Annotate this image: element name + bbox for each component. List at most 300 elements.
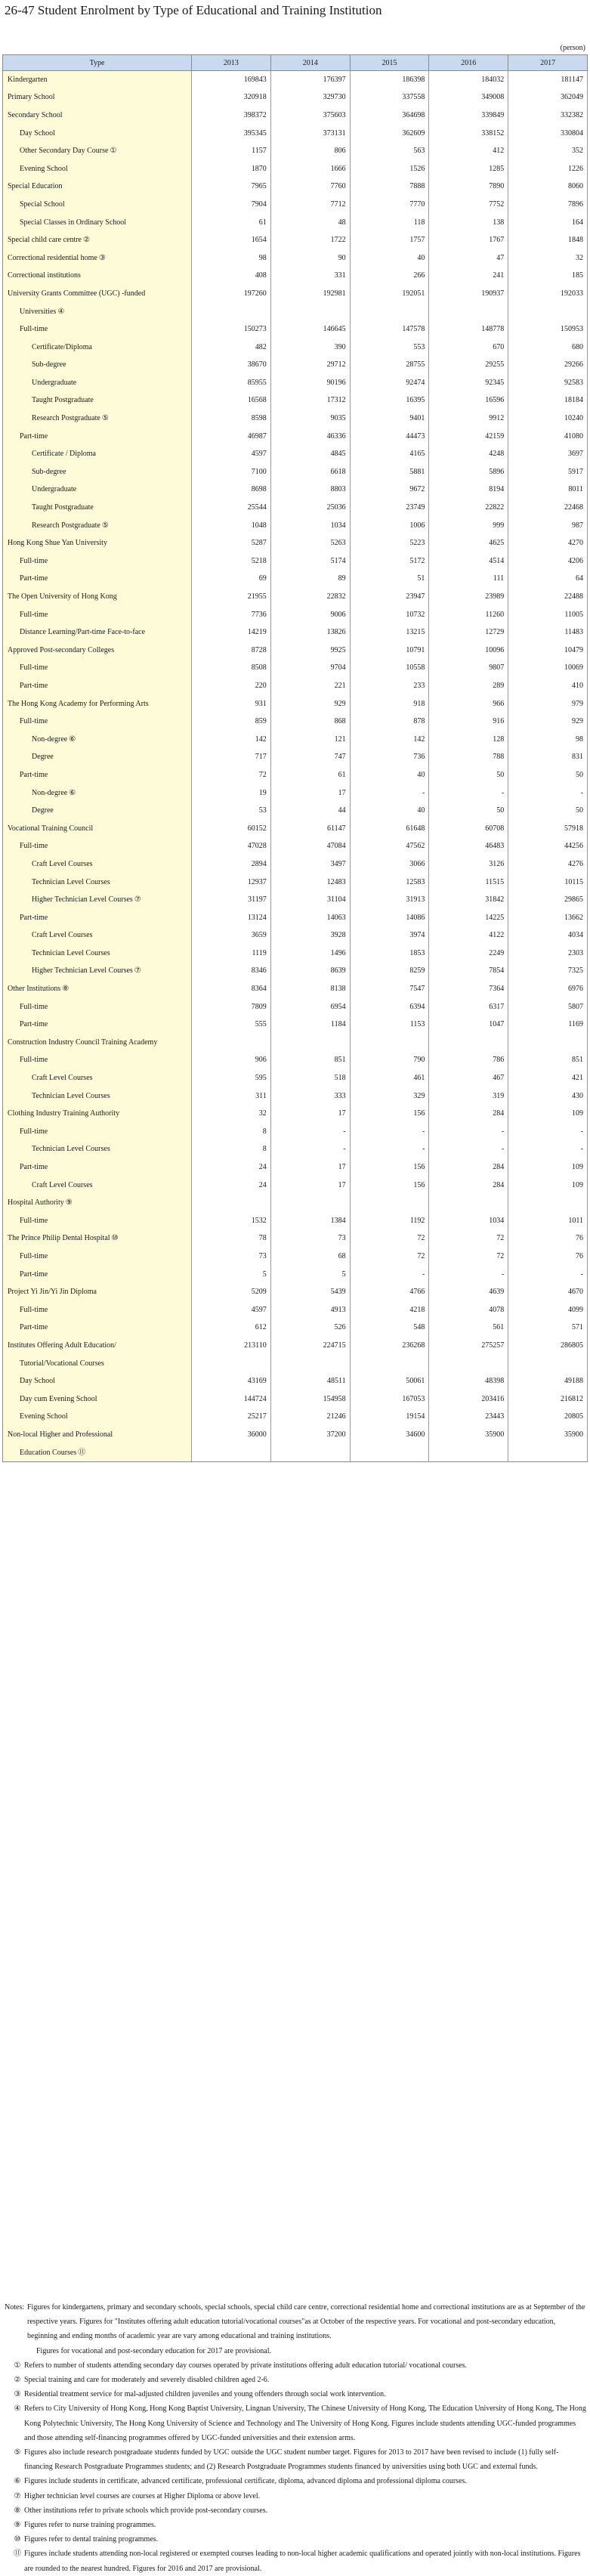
value-cell: 21955 bbox=[192, 588, 271, 606]
value-cell: 7770 bbox=[350, 196, 429, 214]
table-row bbox=[3, 249, 588, 267]
value-cell: 233 bbox=[350, 677, 429, 695]
value-cell: 1192 bbox=[350, 1212, 429, 1230]
row-label: Special School bbox=[20, 199, 65, 209]
value-cell: 25036 bbox=[270, 499, 350, 517]
value-cell: 241 bbox=[429, 267, 508, 286]
row-label: Vocational Training Council bbox=[8, 824, 94, 833]
value-cell: - bbox=[350, 1266, 429, 1284]
enrolment-table bbox=[2, 54, 588, 1462]
value-cell: 32 bbox=[192, 1105, 271, 1123]
value-cell: 48 bbox=[270, 214, 350, 232]
row-label-cell bbox=[3, 606, 192, 624]
value-cell: 10791 bbox=[350, 642, 429, 660]
value-cell: 8194 bbox=[429, 481, 508, 499]
value-cell: 526 bbox=[270, 1319, 350, 1337]
value-cell: 362609 bbox=[350, 125, 429, 143]
value-cell: 148778 bbox=[429, 320, 508, 339]
value-cell: 408 bbox=[192, 267, 271, 286]
value-cell: 736 bbox=[350, 749, 429, 767]
row-label-cell bbox=[3, 249, 192, 267]
value-cell: 8803 bbox=[270, 481, 350, 499]
row-label-cell bbox=[3, 231, 192, 249]
value-cell: 1119 bbox=[192, 945, 271, 963]
footnote-mark: ⑪ bbox=[14, 2550, 21, 2559]
value-cell: 311 bbox=[192, 1087, 271, 1106]
table-row bbox=[3, 1016, 588, 1034]
value-cell: 1047 bbox=[429, 1016, 508, 1034]
value-cell bbox=[192, 1444, 271, 1462]
value-cell: 72 bbox=[192, 766, 271, 784]
value-cell: 23443 bbox=[429, 1409, 508, 1427]
row-label-cell bbox=[3, 1283, 192, 1301]
value-cell: 4218 bbox=[350, 1301, 429, 1319]
value-cell: 5 bbox=[192, 1266, 271, 1284]
table-row bbox=[3, 623, 588, 642]
value-cell bbox=[350, 1355, 429, 1373]
value-cell: 18184 bbox=[508, 392, 588, 410]
value-cell: 36000 bbox=[192, 1426, 271, 1444]
row-label: Certificate/Diploma bbox=[32, 342, 92, 351]
value-cell: 118 bbox=[350, 214, 429, 232]
footnote-marker: ⑥ bbox=[69, 788, 76, 797]
row-label-cell bbox=[3, 552, 192, 571]
value-cell: 29865 bbox=[508, 891, 588, 909]
value-cell: 46987 bbox=[192, 428, 271, 446]
value-cell: 7547 bbox=[350, 980, 429, 998]
value-cell: 72 bbox=[350, 1230, 429, 1248]
value-cell: 7736 bbox=[192, 606, 271, 624]
row-label: Technician Level Courses bbox=[32, 948, 110, 957]
table-row bbox=[3, 1105, 588, 1123]
row-label: Special Education bbox=[8, 182, 63, 191]
table-row bbox=[3, 927, 588, 945]
row-label: Craft Level Courses bbox=[32, 859, 93, 868]
table-row bbox=[3, 534, 588, 552]
value-cell: 9035 bbox=[270, 410, 350, 428]
value-cell: 47562 bbox=[350, 838, 429, 856]
value-cell: 11260 bbox=[429, 606, 508, 624]
value-cell: 4122 bbox=[429, 927, 508, 945]
value-cell: 1384 bbox=[270, 1212, 350, 1230]
value-cell: 10240 bbox=[508, 410, 588, 428]
value-cell: 44 bbox=[270, 802, 350, 820]
table-row bbox=[3, 1052, 588, 1070]
row-label: Part-time bbox=[20, 1269, 48, 1279]
value-cell bbox=[270, 1194, 350, 1212]
value-cell: 17 bbox=[270, 1158, 350, 1177]
value-cell: 7809 bbox=[192, 998, 271, 1016]
value-cell: 1285 bbox=[429, 160, 508, 178]
table-row bbox=[3, 71, 588, 89]
value-cell: - bbox=[350, 1141, 429, 1159]
row-label: Full-time bbox=[20, 717, 48, 726]
value-cell: - bbox=[270, 1123, 350, 1141]
unit-label: (person) bbox=[560, 44, 585, 52]
value-cell: 337558 bbox=[350, 89, 429, 107]
row-label: Correctional residential home bbox=[8, 253, 97, 262]
value-cell: 38670 bbox=[192, 357, 271, 375]
value-cell: 333 bbox=[270, 1087, 350, 1106]
value-cell: 98 bbox=[508, 731, 588, 749]
value-cell: 61648 bbox=[350, 820, 429, 838]
note-paragraph: Figures for kindergartens, primary and secondary schools, special schools, special child care centre, correctional residential home and correctional institutions are as at September of the respective years. Figures for "Institutes offering adult education tutorial/vocational courses"as at October of the respective years. For vocational and post-secondary education, beginning and ending months of academic year are vary among educational and training institutions. bbox=[27, 2303, 585, 2341]
value-cell: 8598 bbox=[192, 410, 271, 428]
value-cell: 548 bbox=[350, 1319, 429, 1337]
value-cell: 1666 bbox=[270, 160, 350, 178]
row-label: Full-time bbox=[20, 842, 48, 851]
footnote-text: Special training and care for moderately and severely disabled children aged 2-6. bbox=[24, 2376, 270, 2385]
row-label: Non-degree bbox=[32, 734, 68, 744]
footnote-text: Other institutions refer to private schools which provide post-secondary courses. bbox=[24, 2506, 268, 2515]
value-cell: 5807 bbox=[508, 998, 588, 1016]
value-cell: 8060 bbox=[508, 178, 588, 196]
value-cell: 918 bbox=[350, 695, 429, 713]
page-title: 26-47 Student Enrolment by Type of Educational and Training Institution bbox=[5, 3, 382, 17]
table-row bbox=[3, 320, 588, 339]
value-cell bbox=[270, 1355, 350, 1373]
value-cell bbox=[192, 1194, 271, 1212]
value-cell: 7712 bbox=[270, 196, 350, 214]
value-cell: 1184 bbox=[270, 1016, 350, 1034]
value-cell: 7890 bbox=[429, 178, 508, 196]
value-cell: 50 bbox=[429, 766, 508, 784]
value-cell: 13662 bbox=[508, 909, 588, 927]
value-cell bbox=[270, 1034, 350, 1052]
value-cell: 60152 bbox=[192, 820, 271, 838]
row-label: Part-time bbox=[20, 681, 48, 690]
value-cell: 786 bbox=[429, 1052, 508, 1070]
row-label: Distance Learning/Part-time Face-to-face bbox=[20, 628, 146, 637]
row-label: Undergraduate bbox=[32, 378, 77, 387]
value-cell: 29712 bbox=[270, 357, 350, 375]
value-cell: 78 bbox=[192, 1230, 271, 1248]
value-cell: 7100 bbox=[192, 463, 271, 481]
table-row bbox=[3, 303, 588, 321]
row-label: Full-time bbox=[20, 556, 48, 565]
table-row bbox=[3, 357, 588, 375]
value-cell: 338152 bbox=[429, 125, 508, 143]
value-cell: 5439 bbox=[270, 1283, 350, 1301]
value-cell: 7760 bbox=[270, 178, 350, 196]
row-label-cell bbox=[3, 660, 192, 678]
row-label-cell bbox=[3, 303, 192, 321]
column-header-type: Type bbox=[3, 55, 192, 71]
value-cell: 7896 bbox=[508, 196, 588, 214]
row-label-cell bbox=[3, 339, 192, 357]
row-label-cell bbox=[3, 784, 192, 802]
row-label-cell bbox=[3, 285, 192, 303]
row-label-cell bbox=[3, 1355, 192, 1373]
value-cell: 1767 bbox=[429, 231, 508, 249]
footnote-mark: ① bbox=[14, 2361, 21, 2370]
value-cell: 14219 bbox=[192, 623, 271, 642]
row-label-cell bbox=[3, 731, 192, 749]
footnote-mark: ⑨ bbox=[14, 2521, 21, 2530]
value-cell: 156 bbox=[350, 1158, 429, 1177]
value-cell: 17 bbox=[270, 784, 350, 802]
row-label-cell bbox=[3, 874, 192, 892]
value-cell: 147578 bbox=[350, 320, 429, 339]
row-label: Craft Level Courses bbox=[32, 931, 93, 940]
column-header-year: 2015 bbox=[350, 55, 429, 71]
value-cell: 1169 bbox=[508, 1016, 588, 1034]
row-label-cell bbox=[3, 945, 192, 963]
value-cell: 553 bbox=[350, 339, 429, 357]
value-cell: 44256 bbox=[508, 838, 588, 856]
value-cell: 851 bbox=[508, 1052, 588, 1070]
value-cell: 47084 bbox=[270, 838, 350, 856]
footnote-mark: ④ bbox=[14, 2404, 21, 2414]
value-cell bbox=[429, 1444, 508, 1462]
value-cell: 57918 bbox=[508, 820, 588, 838]
value-cell: 3066 bbox=[350, 855, 429, 874]
footnote-item bbox=[5, 2532, 586, 2547]
footnote-mark: ⑦ bbox=[14, 2491, 21, 2500]
column-header-year: 2016 bbox=[429, 55, 508, 71]
value-cell: 7888 bbox=[350, 178, 429, 196]
value-cell: 150273 bbox=[192, 320, 271, 339]
row-label: Education Courses bbox=[20, 1448, 77, 1457]
row-label-cell bbox=[3, 1230, 192, 1248]
note-paragraph: Figures for vocational and post-secondary education for 2017 are provisional. bbox=[36, 2346, 272, 2355]
row-label-cell bbox=[3, 1212, 192, 1230]
row-label-cell bbox=[3, 838, 192, 856]
value-cell: 1526 bbox=[350, 160, 429, 178]
row-label: Part-time bbox=[20, 770, 48, 779]
row-label: Full-time bbox=[20, 663, 48, 673]
value-cell: 670 bbox=[429, 339, 508, 357]
row-label: Other Secondary Day Course bbox=[20, 147, 109, 156]
value-cell: - bbox=[350, 1123, 429, 1141]
value-cell: 612 bbox=[192, 1319, 271, 1337]
row-label-cell bbox=[3, 1337, 192, 1355]
row-label-cell bbox=[3, 927, 192, 945]
value-cell: 109 bbox=[508, 1158, 588, 1177]
row-label: Degree bbox=[32, 753, 54, 762]
row-label-cell bbox=[3, 357, 192, 375]
value-cell: 31197 bbox=[192, 891, 271, 909]
value-cell: 284 bbox=[429, 1177, 508, 1195]
value-cell: 109 bbox=[508, 1105, 588, 1123]
value-cell: 5 bbox=[270, 1266, 350, 1284]
value-cell: 4078 bbox=[429, 1301, 508, 1319]
row-label-cell bbox=[3, 1016, 192, 1034]
value-cell: 1654 bbox=[192, 231, 271, 249]
row-label-cell bbox=[3, 802, 192, 820]
value-cell: 430 bbox=[508, 1087, 588, 1106]
value-cell: 11005 bbox=[508, 606, 588, 624]
footnote-marker: ⑤ bbox=[101, 414, 109, 423]
value-cell: 144724 bbox=[192, 1390, 271, 1409]
value-cell: - bbox=[508, 1266, 588, 1284]
value-cell: 50 bbox=[429, 802, 508, 820]
value-cell: 29255 bbox=[429, 357, 508, 375]
footnote-item bbox=[5, 2474, 586, 2488]
value-cell: 92583 bbox=[508, 374, 588, 392]
footnote-mark: ⑤ bbox=[14, 2448, 21, 2457]
value-cell: 142 bbox=[192, 731, 271, 749]
value-cell: 563 bbox=[350, 142, 429, 160]
row-label: Full-time bbox=[20, 1002, 48, 1011]
row-label-cell bbox=[3, 1034, 192, 1052]
value-cell: 17 bbox=[270, 1177, 350, 1195]
table-row bbox=[3, 231, 588, 249]
value-cell: 4597 bbox=[192, 445, 271, 463]
value-cell: 11483 bbox=[508, 623, 588, 642]
value-cell: 999 bbox=[429, 517, 508, 535]
value-cell: 24 bbox=[192, 1158, 271, 1177]
value-cell: 4766 bbox=[350, 1283, 429, 1301]
row-label: Institutes Offering Adult Education/ bbox=[8, 1341, 116, 1350]
table-row bbox=[3, 160, 588, 178]
value-cell: 9672 bbox=[350, 481, 429, 499]
value-cell: 48398 bbox=[429, 1372, 508, 1390]
table-row bbox=[3, 1409, 588, 1427]
value-cell: 10732 bbox=[350, 606, 429, 624]
value-cell: 1722 bbox=[270, 231, 350, 249]
value-cell: 184032 bbox=[429, 71, 508, 89]
value-cell bbox=[508, 1444, 588, 1462]
value-cell: 561 bbox=[429, 1319, 508, 1337]
value-cell: 111 bbox=[429, 571, 508, 589]
value-cell: 331 bbox=[270, 267, 350, 286]
row-label: Research Postgraduate bbox=[32, 521, 100, 530]
value-cell: 266 bbox=[350, 267, 429, 286]
value-cell: 46336 bbox=[270, 428, 350, 446]
row-label-cell bbox=[3, 428, 192, 446]
row-label: Craft Level Courses bbox=[32, 1180, 93, 1189]
footnote-text: Refers to number of students attending secondary day courses operated by private institutions offering adult education tutorial/ vocational courses. bbox=[24, 2361, 468, 2370]
value-cell: 181147 bbox=[508, 71, 588, 89]
row-label-cell bbox=[3, 980, 192, 998]
table-row bbox=[3, 107, 588, 125]
value-cell: - bbox=[508, 1141, 588, 1159]
row-label: Part-time bbox=[20, 1163, 48, 1172]
row-label: The Prince Philip Dental Hospital bbox=[8, 1234, 110, 1243]
value-cell: 24 bbox=[192, 1177, 271, 1195]
row-label-cell bbox=[3, 998, 192, 1016]
value-cell: 73 bbox=[192, 1248, 271, 1266]
value-cell: 4034 bbox=[508, 927, 588, 945]
table-row bbox=[3, 855, 588, 874]
table-row bbox=[3, 1390, 588, 1409]
value-cell: 22822 bbox=[429, 499, 508, 517]
value-cell: 6954 bbox=[270, 998, 350, 1016]
footnote-text: Higher technician level courses are courses at Higher Diploma or above level. bbox=[24, 2491, 261, 2500]
row-label-cell bbox=[3, 107, 192, 125]
value-cell: 72 bbox=[429, 1230, 508, 1248]
general-notes bbox=[5, 2300, 586, 2358]
value-cell bbox=[508, 303, 588, 321]
table-row bbox=[3, 909, 588, 927]
value-cell: 4639 bbox=[429, 1283, 508, 1301]
row-label-cell bbox=[3, 749, 192, 767]
row-label: Primary School bbox=[8, 93, 55, 102]
value-cell: 92345 bbox=[429, 374, 508, 392]
value-cell: 12729 bbox=[429, 623, 508, 642]
table-row bbox=[3, 1141, 588, 1159]
value-cell: 216812 bbox=[508, 1390, 588, 1409]
value-cell: 146645 bbox=[270, 320, 350, 339]
value-cell: 868 bbox=[270, 713, 350, 731]
value-cell: 8259 bbox=[350, 963, 429, 981]
row-label-cell bbox=[3, 178, 192, 196]
value-cell: 330804 bbox=[508, 125, 588, 143]
footnote-marker: ⑦ bbox=[134, 895, 141, 905]
row-label-cell bbox=[3, 499, 192, 517]
table-row bbox=[3, 945, 588, 963]
footnote-item bbox=[5, 2445, 586, 2474]
value-cell: 109 bbox=[508, 1177, 588, 1195]
value-cell: 5917 bbox=[508, 463, 588, 481]
row-label: Tutorial/Vocational Courses bbox=[20, 1359, 104, 1368]
row-label: Full-time bbox=[20, 1127, 48, 1136]
row-label: Technician Level Courses bbox=[32, 1091, 110, 1100]
value-cell: 5223 bbox=[350, 534, 429, 552]
row-label-cell bbox=[3, 1052, 192, 1070]
footnote-marker: ⑪ bbox=[78, 1448, 86, 1457]
row-label: Taught Postgraduate bbox=[32, 396, 94, 405]
row-label: University Grants Committee (UGC) -funded bbox=[8, 289, 146, 298]
row-label: Taught Postgraduate bbox=[32, 503, 94, 512]
value-cell: 9925 bbox=[270, 642, 350, 660]
table-row bbox=[3, 552, 588, 571]
value-cell: 224715 bbox=[270, 1337, 350, 1355]
table-row bbox=[3, 1248, 588, 1266]
value-cell: 3697 bbox=[508, 445, 588, 463]
value-cell bbox=[429, 1194, 508, 1212]
row-label-cell bbox=[3, 1319, 192, 1337]
table-row bbox=[3, 392, 588, 410]
value-cell: 31104 bbox=[270, 891, 350, 909]
row-label: Part-time bbox=[20, 1323, 48, 1332]
value-cell: 35900 bbox=[429, 1426, 508, 1444]
value-cell: 571 bbox=[508, 1319, 588, 1337]
value-cell: 190937 bbox=[429, 285, 508, 303]
footnote-mark: ⑩ bbox=[14, 2535, 21, 2544]
value-cell: 236268 bbox=[350, 1337, 429, 1355]
table-row bbox=[3, 178, 588, 196]
table-row bbox=[3, 660, 588, 678]
value-cell: 5287 bbox=[192, 534, 271, 552]
value-cell: 9807 bbox=[429, 660, 508, 678]
row-label: Technician Level Courses bbox=[32, 1145, 110, 1154]
value-cell: 6618 bbox=[270, 463, 350, 481]
value-cell: 4913 bbox=[270, 1301, 350, 1319]
value-cell: 8 bbox=[192, 1141, 271, 1159]
value-cell: 790 bbox=[350, 1052, 429, 1070]
table-row bbox=[3, 1087, 588, 1106]
value-cell: 23947 bbox=[350, 588, 429, 606]
value-cell: 31913 bbox=[350, 891, 429, 909]
value-cell: 41080 bbox=[508, 428, 588, 446]
value-cell: - bbox=[350, 784, 429, 802]
value-cell: 164 bbox=[508, 214, 588, 232]
row-label: Day School bbox=[20, 1377, 55, 1386]
row-label: Higher Technician Level Courses bbox=[32, 895, 133, 905]
footnote-marker: ⑧ bbox=[62, 985, 70, 994]
row-label: Approved Post-secondary Colleges bbox=[8, 645, 115, 654]
value-cell: 8 bbox=[192, 1123, 271, 1141]
value-cell: 4597 bbox=[192, 1301, 271, 1319]
value-cell: 747 bbox=[270, 749, 350, 767]
value-cell: 25217 bbox=[192, 1409, 271, 1427]
value-cell: 17312 bbox=[270, 392, 350, 410]
value-cell: 9704 bbox=[270, 660, 350, 678]
table-row bbox=[3, 891, 588, 909]
value-cell: 69 bbox=[192, 571, 271, 589]
